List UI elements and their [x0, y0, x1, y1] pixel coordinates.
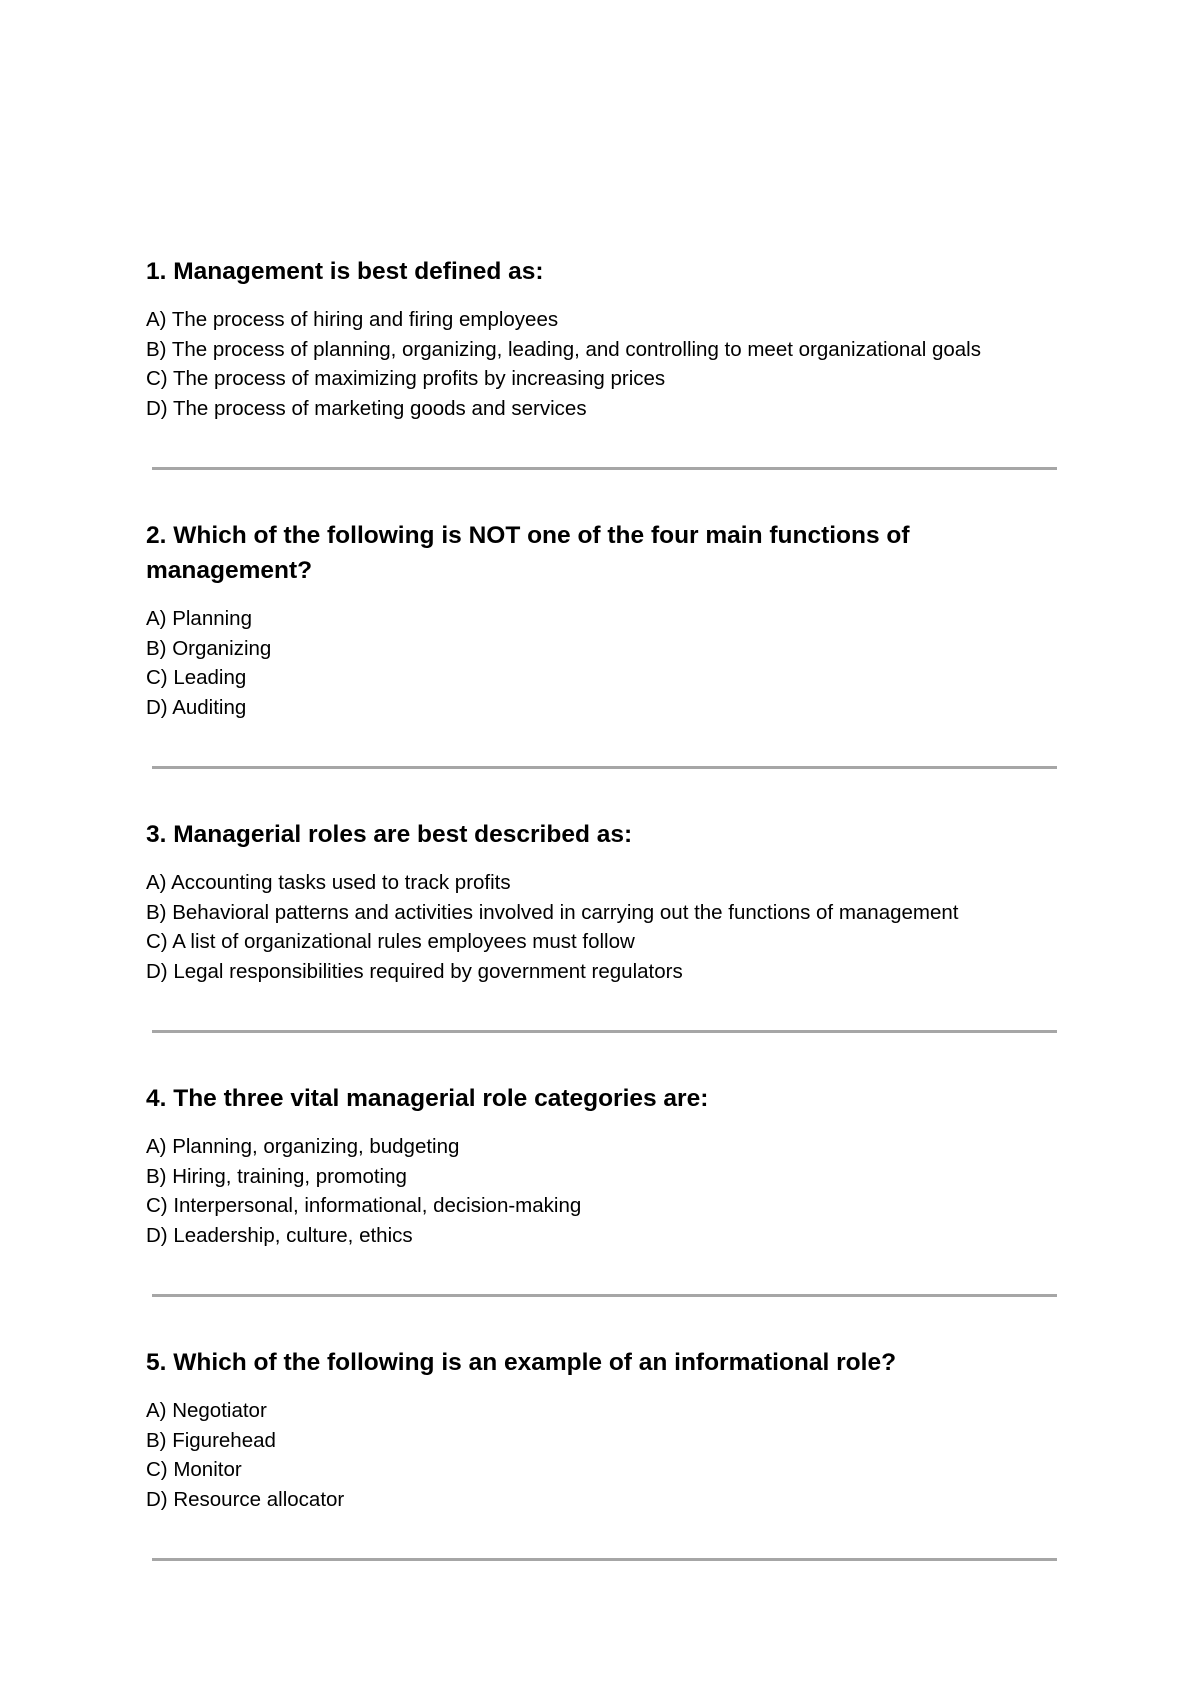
question-title: 5. Which of the following is an example of an informational role? [146, 1349, 897, 1376]
option-d: D) Auditing [146, 695, 247, 719]
option-b: B) Organizing [146, 636, 272, 660]
option-b: B) Hiring, training, promoting [146, 1164, 407, 1188]
option-a: A) Accounting tasks used to track profits [146, 871, 511, 894]
option-list [146, 1396, 1066, 1514]
option-a: A) The process of hiring and firing employees [146, 308, 559, 331]
option-c: C) The process of maximizing profits by increasing prices [146, 367, 666, 390]
quiz-content [146, 254, 1066, 1609]
option-b: B) Figurehead [146, 1428, 276, 1452]
option-a: A) Planning, organizing, budgeting [146, 1135, 460, 1158]
option-d: D) Resource allocator [146, 1487, 345, 1511]
question-2 [146, 518, 1066, 722]
option-b: B) Behavioral patterns and activities involved in carrying out the functions of management [146, 900, 959, 924]
question-3 [146, 817, 1066, 986]
option-a: A) Negotiator [146, 1399, 267, 1422]
question-4 [146, 1081, 1066, 1250]
question-1 [146, 254, 1066, 423]
option-c: C) Leading [146, 666, 247, 689]
option-b: B) The process of planning, organizing, leading, and controlling to meet organizational goals [146, 337, 981, 361]
option-d: D) Leadership, culture, ethics [146, 1223, 413, 1247]
question-divider [152, 1294, 1057, 1297]
question-title: 1. Management is best defined as: [146, 258, 544, 285]
option-list [146, 305, 1066, 423]
question-divider [152, 1558, 1057, 1561]
option-a: A) Planning [146, 607, 252, 630]
question-divider [152, 467, 1057, 470]
option-c: C) A list of organizational rules employees must follow [146, 930, 635, 953]
question-divider [152, 1030, 1057, 1033]
option-c: C) Monitor [146, 1458, 242, 1481]
question-title: 4. The three vital managerial role categories are: [146, 1085, 709, 1112]
option-d: D) The process of marketing goods and services [146, 396, 587, 420]
question-title: 2. Which of the following is NOT one of the four main functions of management? [146, 522, 910, 584]
option-list [146, 604, 1066, 722]
option-c: C) Interpersonal, informational, decision-making [146, 1194, 582, 1217]
question-5 [146, 1345, 1066, 1514]
option-list [146, 868, 1066, 986]
question-title: 3. Managerial roles are best described as: [146, 821, 633, 848]
option-list [146, 1132, 1066, 1250]
option-d: D) Legal responsibilities required by government regulators [146, 959, 683, 983]
question-divider [152, 766, 1057, 769]
